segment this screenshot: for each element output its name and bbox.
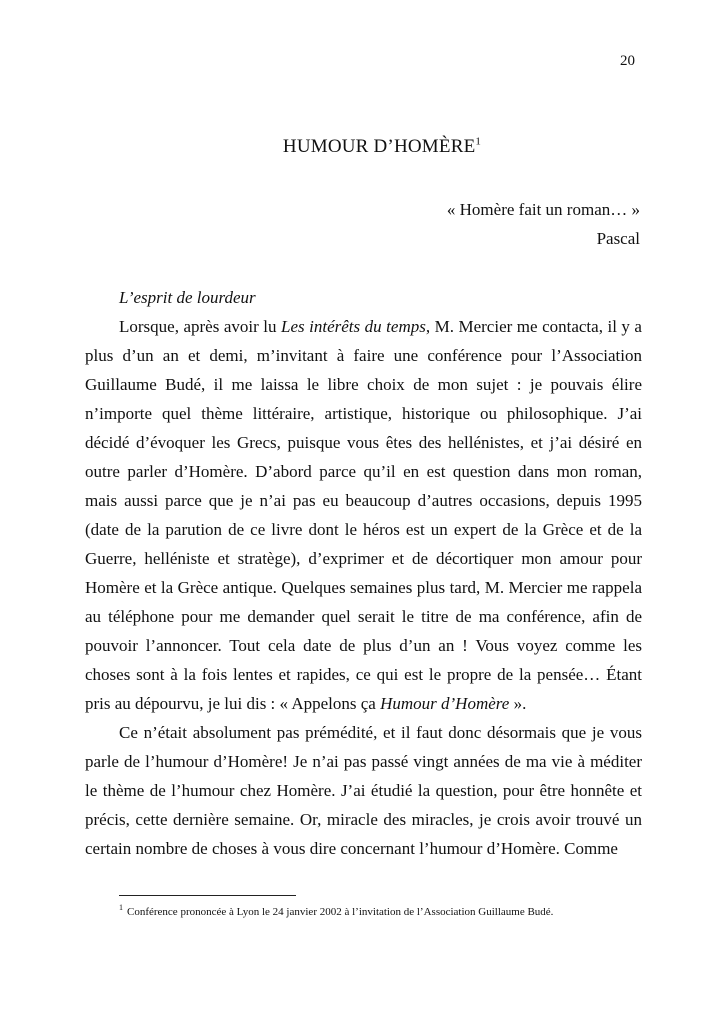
title-text: HUMOUR D’HOMÈRE (282, 136, 476, 157)
page-title (0, 136, 724, 158)
section-heading: L’esprit de lourdeur (119, 288, 256, 307)
paragraph-2: Ce n’était absolument pas prémédité, et il faut donc désormais que je vous parle de l’humour d’Homère! Je n’ai pas passé vingt années de ma vie à méditer le thème de l’humour chez Homère. J’ai étudié la question, pour être honnête et précis, cette dernière semaine. Or, miracle des miracles, je crois avoir trouvé un certain nombre de choses à vous dire concernant l’humour d’Homère. Comme (85, 723, 642, 858)
paragraph-1-end: ». (509, 694, 527, 713)
footnote-divider (119, 895, 296, 896)
title-footnote-mark: 1 (475, 135, 482, 148)
paragraph-1-middle: , M. Mercier me contacta, il y a plus d’un an et demi, m’invitant à faire une conférence pour l’Association Guillaume Budé, il me laissa le libre choix de mon sujet : je pouvais élire n’importe quel thème littéraire, artistique, historique ou philosophique. J’ai décidé d’évoquer les Grecs, puisque vous êtes des hellénistes, et j’ai désiré en outre parler d’Homère. D’abord parce qu’il en est question dans mon roman, mais aussi parce que je n’ai pas eu beaucoup d’autres occasions, depuis 1995 (date de la parution de ce livre dont le héros est un expert de la Grèce et de la Guerre, helléniste et stratège), d’exprimer et de décortiquer mon amour pour Homère et la Grèce antique. Quelques semaines plus tard, M. Mercier me rappela au téléphone pour me demander quel serait le titre de ma conférence, afin de pouvoir l’annoncer. Tout cela date de plus d’un an ! Vous voyez comme les choses sont à la fois lentes et rapides, ce qui est le propre de la pensée… Étant pris au dépourvu, je lui dis : « Appelons ça (85, 317, 642, 713)
book-title: Les intérêts du temps (281, 317, 426, 336)
epigraph-author: Pascal (596, 229, 640, 248)
footnote-text: Conférence prononcée à Lyon le 24 janvier 2002 à l’invitation de l’Association Guillaume Budé. (127, 906, 554, 918)
footnote (119, 903, 554, 918)
footnote-mark: 1 (119, 903, 123, 913)
paragraph-1 (85, 312, 642, 718)
paragraph-1-start: Lorsque, après avoir lu (119, 317, 282, 336)
body-text (85, 283, 642, 863)
page-number: 20 (620, 53, 635, 69)
talk-title: Humour d’Homère (380, 694, 510, 713)
epigraph-quote: « Homère fait un roman… » (446, 200, 640, 219)
